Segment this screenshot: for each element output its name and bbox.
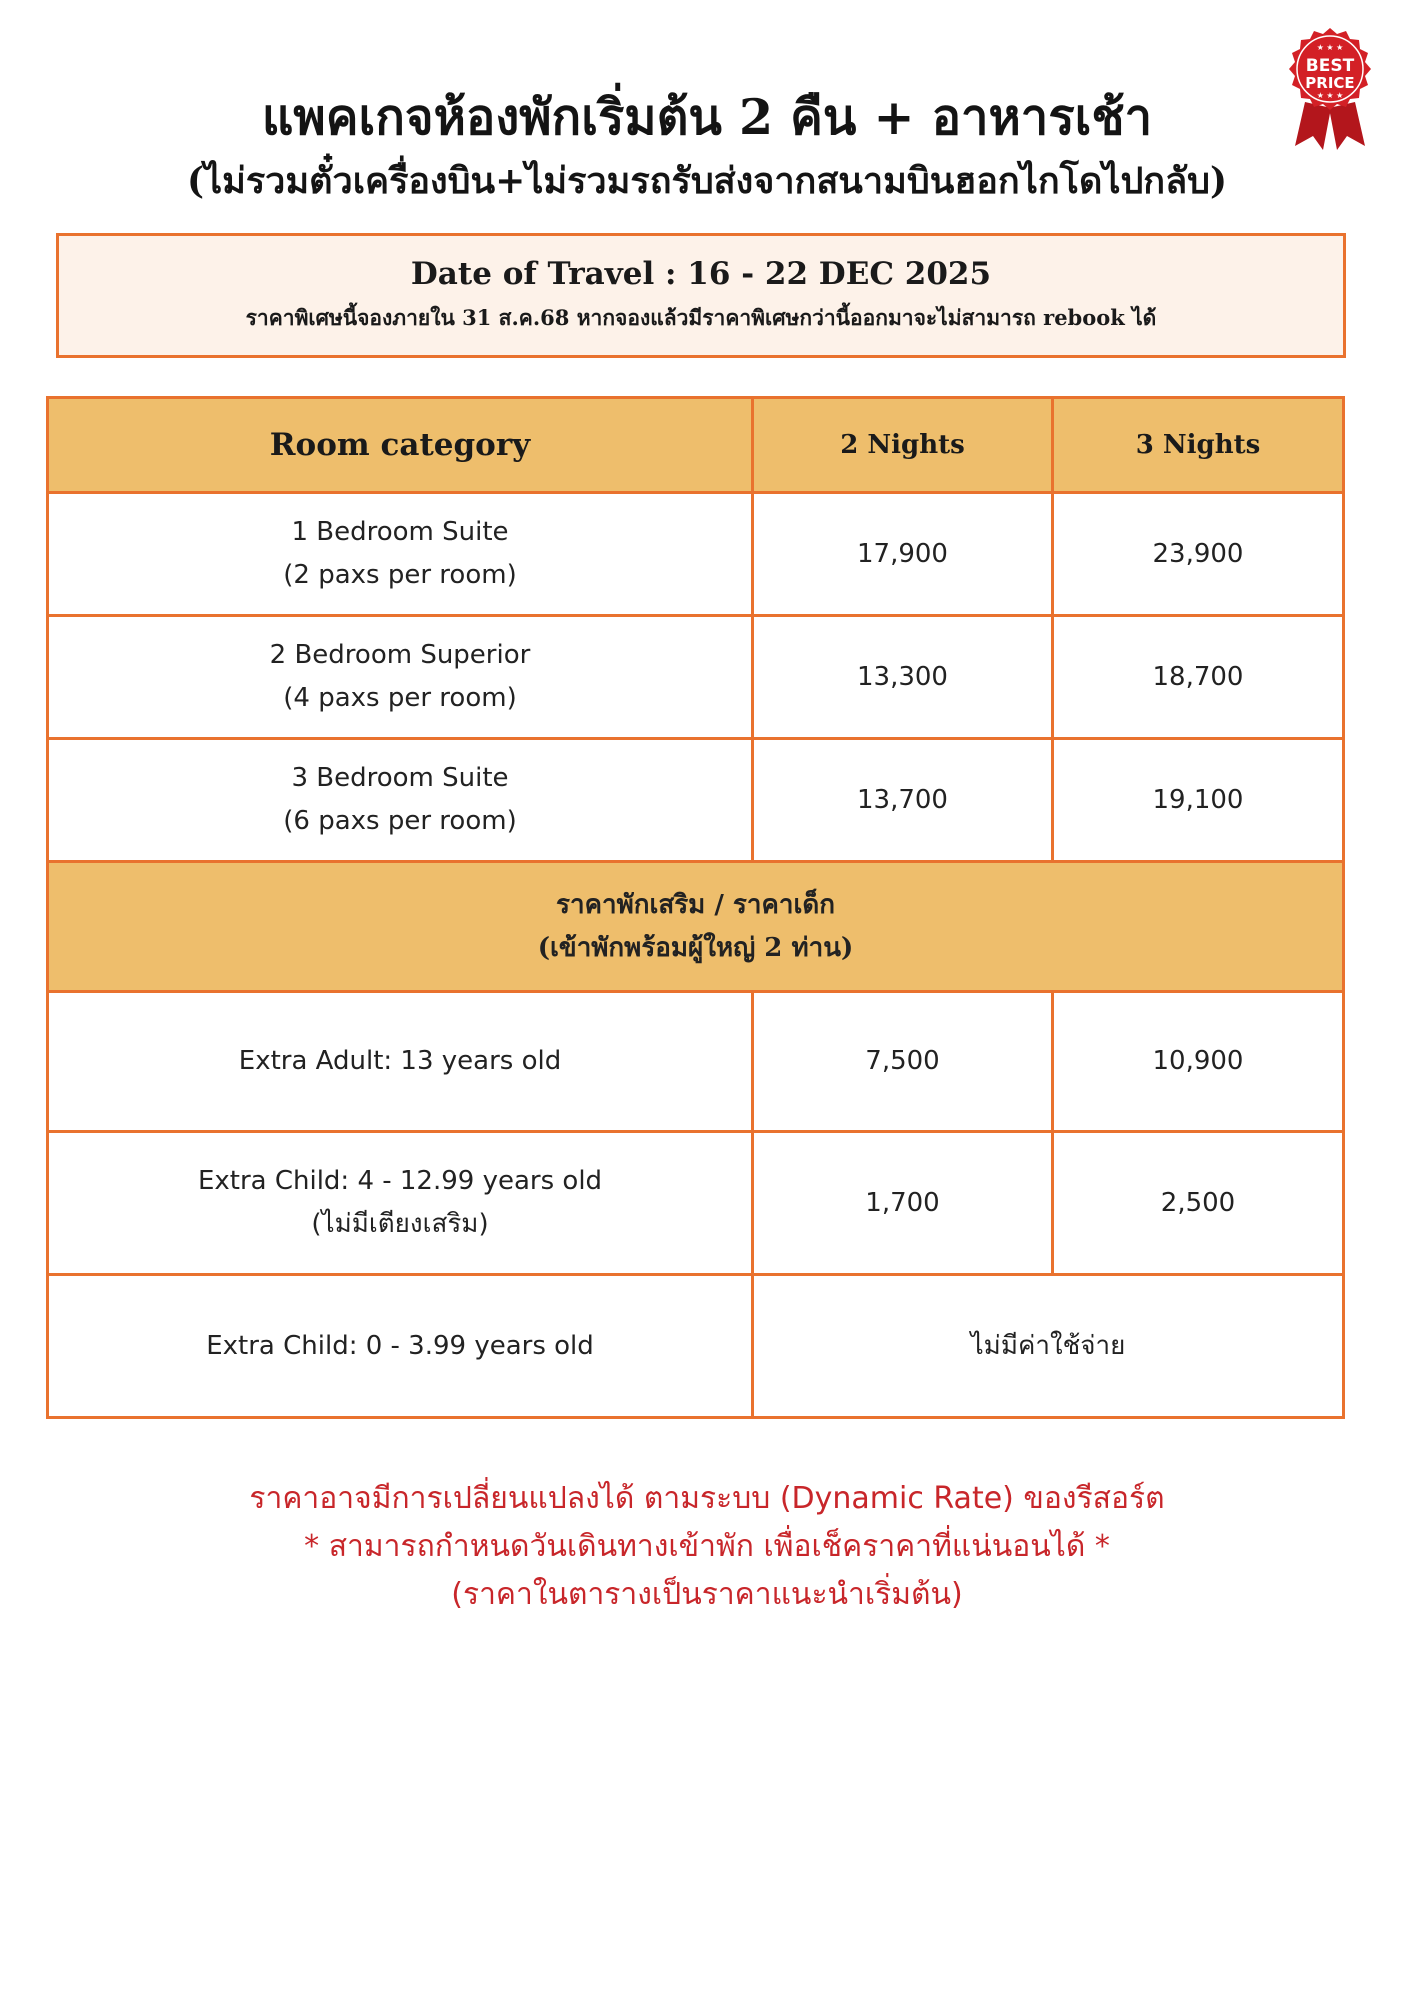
room-name: 3 Bedroom Suite <box>291 763 509 793</box>
room-name: 1 Bedroom Suite <box>291 517 509 547</box>
extra-section-title <box>48 862 1344 992</box>
free-of-charge: ไม่มีค่าใช้จ่าย <box>753 1275 1344 1418</box>
room-cell <box>48 493 753 616</box>
booking-note: ราคาพิเศษนี้จองภายใน 31 ส.ค.68 หากจองแล้วมีราคาพิเศษกว่านี้ออกมาจะไม่สามารถ rebook ได้ <box>245 305 1157 330</box>
table-row <box>48 992 1344 1132</box>
badge-stars-bottom: ★ ★ ★ <box>1316 91 1344 100</box>
badge-text-price: PRICE <box>1305 74 1355 92</box>
header-room-category: Room category <box>48 398 753 493</box>
price-3-nights: 10,900 <box>1053 992 1344 1132</box>
table-header-row <box>48 398 1344 493</box>
badge-text-best: BEST <box>1305 56 1355 76</box>
footer-line-starting-price: (ราคาในตารางเป็นราคาแนะนำเริ่มต้น) <box>451 1577 963 1612</box>
header-3-nights: 3 Nights <box>1053 398 1344 493</box>
extra-note: (ไม่มีเตียงเสริม) <box>311 1209 489 1239</box>
room-cell <box>48 616 753 739</box>
price-2-nights: 13,700 <box>753 739 1053 862</box>
footer-line-check-price: * สามารถกำหนดวันเดินทางเข้าพัก เพื่อเช็คราคาที่แน่นอนได้ * <box>304 1529 1110 1564</box>
price-3-nights: 23,900 <box>1053 493 1344 616</box>
extra-name: Extra Adult: 13 years old <box>48 992 753 1132</box>
table-row <box>48 739 1344 862</box>
table-row <box>48 616 1344 739</box>
table-row <box>48 493 1344 616</box>
room-cell <box>48 739 753 862</box>
extra-cell <box>48 1132 753 1275</box>
page-subtitle: (ไม่รวมตั๋วเครื่องบิน+ไม่รวมรถรับส่งจากสนามบินฮอกไกโดไปกลับ) <box>186 160 1228 202</box>
price-2-nights: 7,500 <box>753 992 1053 1132</box>
badge-stars-top: ★ ★ ★ <box>1316 43 1344 52</box>
badge-ribbon-right <box>1329 102 1365 150</box>
price-3-nights: 2,500 <box>1053 1132 1344 1275</box>
extra-section-line2: (เข้าพักพร้อมผู้ใหญ่ 2 ท่าน) <box>537 932 854 963</box>
travel-date: Date of Travel : 16 - 22 DEC 2025 <box>410 256 992 292</box>
page-title: แพคเกจห้องพักเริ่มต้น 2 คืน + อาหารเช้า <box>261 88 1153 146</box>
extra-section-header <box>48 862 1344 992</box>
travel-date-box <box>56 233 1346 358</box>
room-name: 2 Bedroom Superior <box>269 640 531 670</box>
header-2-nights: 2 Nights <box>753 398 1053 493</box>
table-row <box>48 1275 1344 1418</box>
room-pax: (4 paxs per room) <box>283 683 517 713</box>
extra-name: Extra Child: 4 - 12.99 years old <box>197 1166 603 1196</box>
badge-ribbon-left <box>1295 102 1331 150</box>
price-table <box>46 396 1345 1419</box>
extra-section-line1: ราคาพักเสริม / ราคาเด็ก <box>556 889 835 920</box>
best-price-badge <box>1275 24 1385 154</box>
price-2-nights: 17,900 <box>753 493 1053 616</box>
footer-line-dynamic-rate: ราคาอาจมีการเปลี่ยนแปลงได้ ตามระบบ (Dynamic Rate) ของรีสอร์ต <box>249 1481 1165 1516</box>
room-pax: (2 paxs per room) <box>283 560 517 590</box>
price-2-nights: 1,700 <box>753 1132 1053 1275</box>
price-2-nights: 13,300 <box>753 616 1053 739</box>
extra-name: Extra Child: 0 - 3.99 years old <box>48 1275 753 1418</box>
table-row <box>48 1132 1344 1275</box>
price-3-nights: 18,700 <box>1053 616 1344 739</box>
footer-notes <box>0 1475 1414 1619</box>
price-3-nights: 19,100 <box>1053 739 1344 862</box>
room-pax: (6 paxs per room) <box>283 806 517 836</box>
